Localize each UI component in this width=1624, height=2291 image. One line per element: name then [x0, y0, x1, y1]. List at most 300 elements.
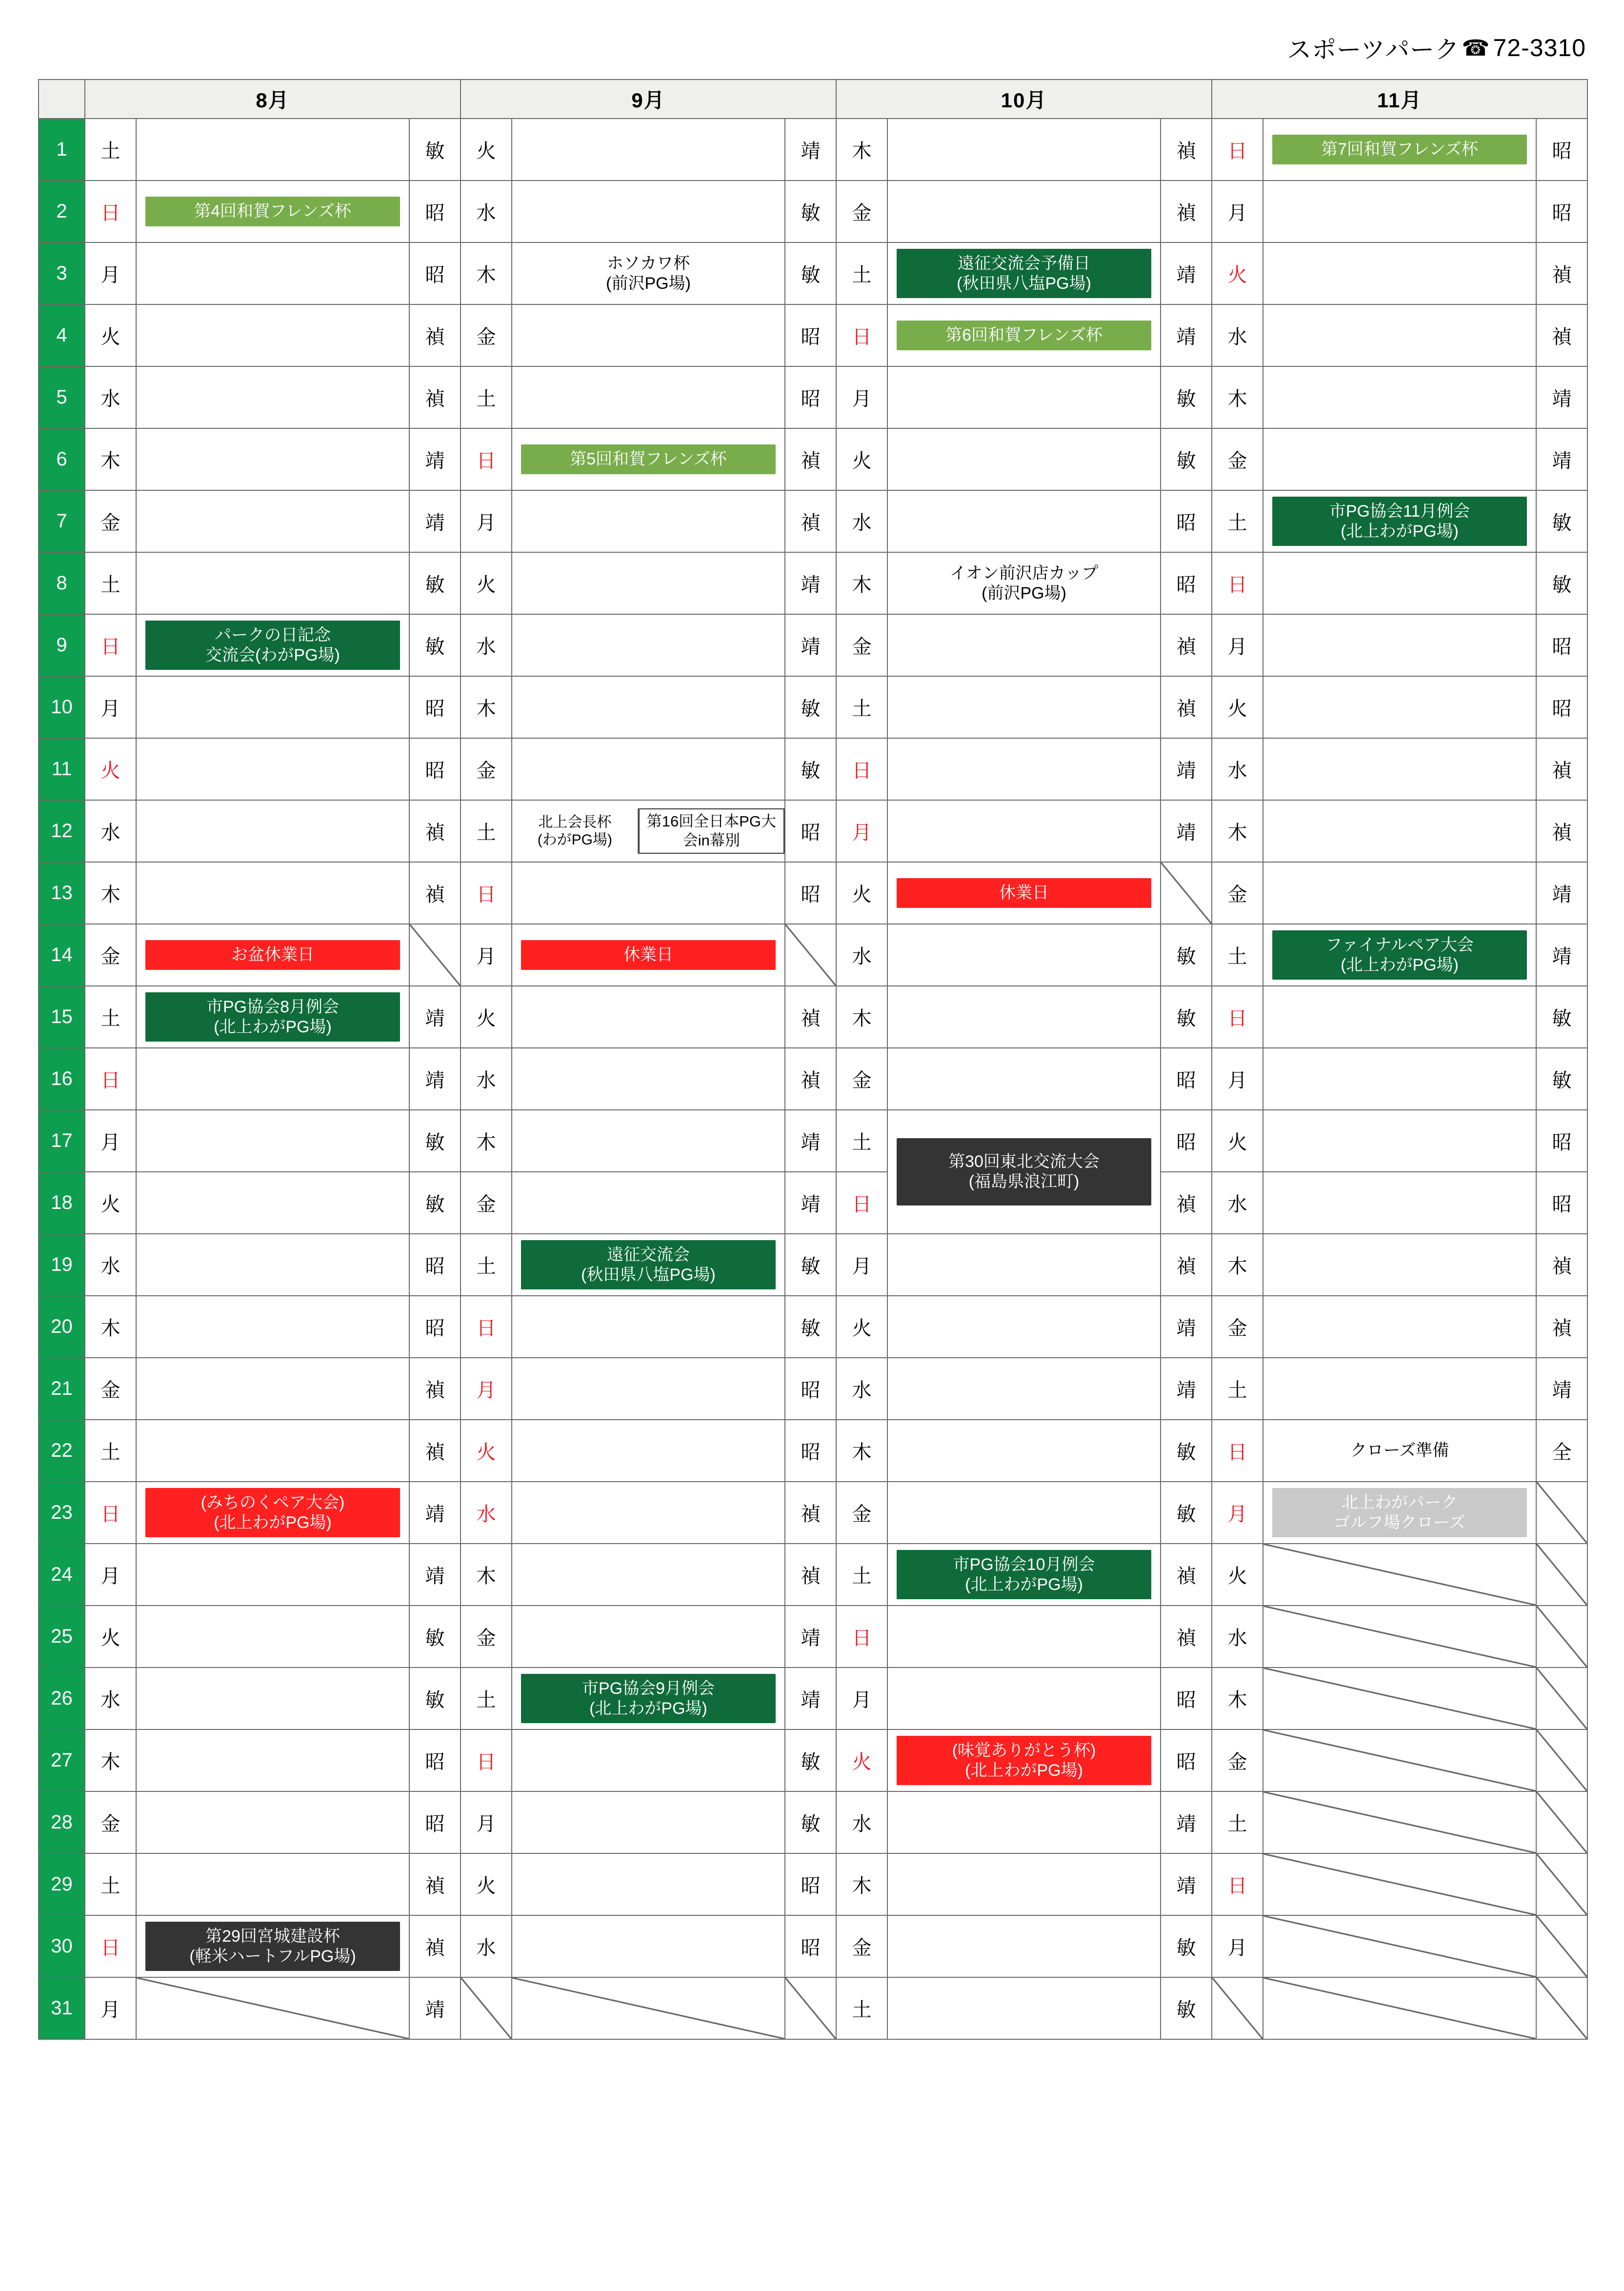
day-of-week-nov: 火 — [1212, 1544, 1263, 1606]
day-of-week-sep: 土 — [461, 800, 512, 862]
event-label — [1397, 1015, 1403, 1019]
event-cell-sep — [512, 1853, 785, 1915]
staff-initial-aug: 敏 — [409, 119, 461, 181]
day-of-week-nov: 木 — [1212, 366, 1263, 428]
staff-initial-sep: 禎 — [785, 1544, 836, 1606]
staff-initial-aug: 昭 — [409, 1729, 461, 1791]
event-cell-aug — [136, 1729, 409, 1791]
staff-initial-sep: 靖 — [785, 1172, 836, 1234]
event-label: ホソカワ杯 (前沢PG場) — [606, 254, 691, 293]
table-row — [39, 1791, 1587, 1853]
event-label — [270, 891, 276, 895]
event-cell-nov — [1263, 924, 1536, 986]
day-number: 5 — [39, 366, 85, 428]
event-cell-sep — [512, 800, 785, 862]
day-of-week-oct: 水 — [836, 1358, 887, 1420]
event-cell-aug — [136, 242, 409, 304]
staff-initial-nov: 靖 — [1536, 862, 1587, 924]
day-number: 14 — [39, 924, 85, 986]
day-of-week-sep: 火 — [461, 1853, 512, 1915]
day-of-week-nov: 金 — [1212, 862, 1263, 924]
staff-initial-nov: 昭 — [1536, 1110, 1587, 1172]
event-label — [270, 458, 276, 462]
day-number: 7 — [39, 490, 85, 552]
staff-initial-oct: 靖 — [1161, 800, 1212, 862]
staff-initial-nov: 靖 — [1536, 366, 1587, 428]
event-label — [270, 520, 276, 523]
day-of-week-nov: 月 — [1212, 1048, 1263, 1110]
day-number: 24 — [39, 1544, 85, 1606]
event-label — [1021, 396, 1027, 400]
staff-initial-nov — [1536, 1668, 1587, 1729]
day-of-week-oct: 土 — [836, 1110, 887, 1172]
event-label — [1021, 1263, 1027, 1267]
event-cell-nov — [1263, 1296, 1536, 1358]
staff-initial-aug: 敏 — [409, 1668, 461, 1729]
event-cell-oct — [887, 1420, 1161, 1482]
staff-initial-oct: 敏 — [1161, 1977, 1212, 2039]
event-cell-sep — [512, 1544, 785, 1606]
telephone-icon: ☎ — [1462, 35, 1490, 60]
staff-initial-nov: 禎 — [1536, 1234, 1587, 1296]
staff-initial-nov — [1536, 1482, 1587, 1544]
event-label: 第7回和賀フレンズ杯 — [1272, 135, 1526, 164]
event-cell-aug — [136, 181, 409, 242]
event-label — [270, 829, 276, 833]
staff-initial-aug: 昭 — [409, 1296, 461, 1358]
staff-initial-aug: 昭 — [409, 181, 461, 242]
event-label — [1397, 458, 1403, 462]
day-of-week-sep: 日 — [461, 428, 512, 490]
staff-initial-nov: 敏 — [1536, 552, 1587, 614]
day-of-week-sep: 金 — [461, 738, 512, 800]
event-label: 休業日 — [521, 940, 775, 970]
day-number: 20 — [39, 1296, 85, 1358]
table-row — [39, 1668, 1587, 1729]
event-label — [1397, 829, 1403, 833]
day-of-week-sep: 木 — [461, 1544, 512, 1606]
day-of-week-nov: 日 — [1212, 1853, 1263, 1915]
corner-cell — [39, 80, 85, 119]
day-of-week-aug: 月 — [85, 242, 136, 304]
day-of-week-sep: 金 — [461, 304, 512, 366]
event-cell-nov — [1263, 428, 1536, 490]
staff-initial-aug — [409, 924, 461, 986]
day-of-week-oct: 水 — [836, 490, 887, 552]
event-cell-aug — [136, 676, 409, 738]
event-cell-sep — [512, 119, 785, 181]
event-cell-nov — [1263, 614, 1536, 676]
event-cell-aug — [136, 119, 409, 181]
table-row — [39, 986, 1587, 1048]
event-cell-nov — [1263, 1853, 1536, 1915]
staff-initial-sep: 昭 — [785, 1358, 836, 1420]
day-number: 11 — [39, 738, 85, 800]
phone-number: 72-3310 — [1493, 34, 1586, 61]
event-label — [270, 1387, 276, 1391]
day-of-week-aug: 土 — [85, 986, 136, 1048]
day-of-week-aug: 水 — [85, 366, 136, 428]
day-of-week-sep: 金 — [461, 1172, 512, 1234]
day-of-week-sep: 水 — [461, 1915, 512, 1977]
staff-initial-sep: 昭 — [785, 800, 836, 862]
staff-initial-oct: 敏 — [1161, 986, 1212, 1048]
event-label — [645, 210, 651, 214]
table-row — [39, 242, 1587, 304]
schedule-body — [39, 119, 1587, 2039]
day-number: 29 — [39, 1853, 85, 1915]
day-of-week-sep: 土 — [461, 1234, 512, 1296]
day-of-week-nov: 土 — [1212, 1358, 1263, 1420]
event-cell-sep — [512, 1668, 785, 1729]
day-number: 3 — [39, 242, 85, 304]
staff-initial-sep — [785, 924, 836, 986]
event-cell-nov — [1263, 1791, 1536, 1853]
staff-initial-aug: 靖 — [409, 428, 461, 490]
day-of-week-sep: 月 — [461, 1791, 512, 1853]
staff-initial-nov: 昭 — [1536, 119, 1587, 181]
month-header-oct: 10月 — [836, 80, 1212, 119]
day-of-week-oct: 火 — [836, 1296, 887, 1358]
event-cell-oct — [887, 428, 1161, 490]
event-label — [1021, 1821, 1027, 1825]
day-of-week-aug: 木 — [85, 1729, 136, 1791]
event-cell-aug — [136, 614, 409, 676]
staff-initial-nov: 靖 — [1536, 1358, 1587, 1420]
table-row — [39, 304, 1587, 366]
staff-initial-aug: 靖 — [409, 1977, 461, 2039]
table-row — [39, 862, 1587, 924]
event-cell-aug — [136, 1048, 409, 1110]
event-cell-nov — [1263, 1544, 1536, 1606]
day-of-week-nov: 土 — [1212, 924, 1263, 986]
event-label — [1397, 334, 1403, 338]
day-of-week-nov: 火 — [1212, 242, 1263, 304]
event-cell-nov — [1263, 1606, 1536, 1668]
day-of-week-aug: 金 — [85, 490, 136, 552]
day-of-week-nov: 月 — [1212, 1915, 1263, 1977]
day-of-week-aug: 水 — [85, 1234, 136, 1296]
event-cell-sep — [512, 1048, 785, 1110]
event-label: 遠征交流会予備日 (秋田県八塩PG場) — [897, 249, 1151, 299]
event-label — [645, 334, 651, 338]
staff-initial-aug: 敏 — [409, 552, 461, 614]
event-cell-sep — [512, 1234, 785, 1296]
event-label — [645, 1883, 651, 1887]
day-number: 19 — [39, 1234, 85, 1296]
table-row — [39, 1296, 1587, 1358]
day-number: 2 — [39, 181, 85, 242]
day-number: 18 — [39, 1172, 85, 1234]
staff-initial-nov — [1536, 1729, 1587, 1791]
event-cell-sep — [512, 242, 785, 304]
day-of-week-nov: 月 — [1212, 614, 1263, 676]
staff-initial-aug: 敏 — [409, 614, 461, 676]
day-number: 27 — [39, 1729, 85, 1791]
event-label — [1397, 1201, 1403, 1205]
staff-initial-aug: 禎 — [409, 862, 461, 924]
table-row — [39, 119, 1587, 181]
event-cell-sep — [512, 1977, 785, 2039]
day-of-week-sep: 日 — [461, 862, 512, 924]
event-label — [645, 396, 651, 400]
staff-initial-oct: 昭 — [1161, 1048, 1212, 1110]
day-of-week-oct: 火 — [836, 428, 887, 490]
staff-initial-aug: 禎 — [409, 800, 461, 862]
day-of-week-oct: 木 — [836, 552, 887, 614]
staff-initial-sep: 禎 — [785, 428, 836, 490]
staff-initial-aug: 昭 — [409, 738, 461, 800]
staff-initial-sep: 敏 — [785, 1791, 836, 1853]
staff-initial-oct: 禎 — [1161, 1234, 1212, 1296]
day-of-week-nov: 水 — [1212, 1172, 1263, 1234]
event-label: 市PG協会11月例会 (北上わがPG場) — [1272, 497, 1526, 546]
event-label — [645, 891, 651, 895]
staff-initial-oct: 禎 — [1161, 119, 1212, 181]
event-label — [270, 705, 276, 709]
day-of-week-sep: 日 — [461, 1296, 512, 1358]
event-cell-aug — [136, 1606, 409, 1668]
day-number: 26 — [39, 1668, 85, 1729]
event-cell-aug — [136, 1853, 409, 1915]
event-label: 北上わがパーク ゴルフ場クローズ — [1272, 1488, 1526, 1538]
staff-initial-nov: 昭 — [1536, 181, 1587, 242]
event-label: (みちのくペア大会) (北上わがPG場) — [145, 1488, 400, 1538]
month-header-nov: 11月 — [1212, 80, 1587, 119]
staff-initial-sep: 靖 — [785, 1606, 836, 1668]
day-of-week-nov: 月 — [1212, 1482, 1263, 1544]
event-label — [1397, 396, 1403, 400]
table-row — [39, 181, 1587, 242]
event-label — [270, 1263, 276, 1267]
day-of-week-oct: 月 — [836, 1668, 887, 1729]
day-number: 28 — [39, 1791, 85, 1853]
event-label — [1397, 1139, 1403, 1143]
staff-initial-nov: 禎 — [1536, 304, 1587, 366]
staff-initial-sep: 敏 — [785, 242, 836, 304]
event-label: (味覚ありがとう杯) (北上わがPG場) — [897, 1736, 1151, 1786]
day-number: 15 — [39, 986, 85, 1048]
day-of-week-oct: 水 — [836, 924, 887, 986]
day-of-week-aug: 月 — [85, 1977, 136, 2039]
staff-initial-sep: 昭 — [785, 1420, 836, 1482]
staff-initial-oct: 敏 — [1161, 428, 1212, 490]
day-of-week-aug: 火 — [85, 1172, 136, 1234]
staff-initial-aug: 禎 — [409, 1358, 461, 1420]
day-number: 9 — [39, 614, 85, 676]
event-cell-nov — [1263, 1668, 1536, 1729]
day-number: 8 — [39, 552, 85, 614]
day-of-week-sep: 火 — [461, 1420, 512, 1482]
day-of-week-aug: 火 — [85, 738, 136, 800]
event-label: パークの日記念 交流会(わがPG場) — [145, 621, 400, 670]
day-number: 25 — [39, 1606, 85, 1668]
event-cell-sep — [512, 738, 785, 800]
day-of-week-aug: 火 — [85, 304, 136, 366]
event-cell-nov — [1263, 738, 1536, 800]
day-of-week-aug: 日 — [85, 1048, 136, 1110]
staff-initial-oct: 靖 — [1161, 304, 1212, 366]
staff-initial-oct: 敏 — [1161, 1915, 1212, 1977]
day-number: 4 — [39, 304, 85, 366]
event-cell-aug — [136, 1544, 409, 1606]
staff-initial-sep: 靖 — [785, 1110, 836, 1172]
table-row — [39, 1977, 1587, 2039]
staff-initial-sep: 昭 — [785, 1853, 836, 1915]
month-header-row — [39, 80, 1587, 119]
staff-initial-nov: 禎 — [1536, 1296, 1587, 1358]
event-cell-aug — [136, 738, 409, 800]
day-of-week-nov: 水 — [1212, 304, 1263, 366]
staff-initial-nov: 禎 — [1536, 800, 1587, 862]
day-of-week-aug: 木 — [85, 862, 136, 924]
event-label — [645, 520, 651, 523]
day-of-week-oct: 木 — [836, 1420, 887, 1482]
event-cell-oct — [887, 1544, 1161, 1606]
table-row — [39, 1606, 1587, 1668]
event-label — [1397, 210, 1403, 214]
staff-initial-nov: 靖 — [1536, 924, 1587, 986]
event-cell-aug — [136, 986, 409, 1048]
event-cell-aug — [136, 1234, 409, 1296]
staff-initial-oct: 禎 — [1161, 181, 1212, 242]
event-cell-oct — [887, 676, 1161, 738]
staff-initial-oct: 敏 — [1161, 1482, 1212, 1544]
event-label — [270, 396, 276, 400]
month-header-sep: 9月 — [461, 80, 836, 119]
day-number: 22 — [39, 1420, 85, 1482]
event-cell-nov — [1263, 800, 1536, 862]
day-of-week-oct: 木 — [836, 119, 887, 181]
table-row — [39, 1110, 1587, 1172]
staff-initial-aug: 禎 — [409, 1853, 461, 1915]
event-label — [270, 1139, 276, 1143]
staff-initial-nov: 敏 — [1536, 490, 1587, 552]
day-number: 1 — [39, 119, 85, 181]
event-cell-nov — [1263, 119, 1536, 181]
staff-initial-aug: 昭 — [409, 242, 461, 304]
event-cell-sep — [512, 1358, 785, 1420]
staff-initial-aug: 靖 — [409, 490, 461, 552]
day-of-week-nov: 土 — [1212, 490, 1263, 552]
staff-initial-aug: 昭 — [409, 1791, 461, 1853]
event-cell-aug — [136, 1420, 409, 1482]
day-of-week-aug: 木 — [85, 428, 136, 490]
event-label — [645, 1201, 651, 1205]
event-cell-aug — [136, 1358, 409, 1420]
day-of-week-sep: 水 — [461, 614, 512, 676]
day-of-week-sep: 水 — [461, 1482, 512, 1544]
staff-initial-nov: 靖 — [1536, 428, 1587, 490]
day-number: 23 — [39, 1482, 85, 1544]
staff-initial-aug: 禎 — [409, 1420, 461, 1482]
event-label — [270, 1759, 276, 1763]
event-cell-oct — [887, 862, 1161, 924]
schedule-table — [38, 79, 1588, 2040]
event-label: 遠征交流会 (秋田県八塩PG場) — [521, 1240, 775, 1290]
event-cell-nov — [1263, 1729, 1536, 1791]
staff-initial-aug: 禎 — [409, 304, 461, 366]
day-of-week-nov — [1212, 1977, 1263, 2039]
event-label — [1397, 705, 1403, 709]
staff-initial-nov: 昭 — [1536, 1172, 1587, 1234]
event-cell-sep — [512, 924, 785, 986]
staff-initial-nov: 禎 — [1536, 242, 1587, 304]
event-cell-sep — [512, 1606, 785, 1668]
event-label — [1021, 953, 1027, 957]
event-cell-aug — [136, 1296, 409, 1358]
event-label — [645, 148, 651, 152]
day-of-week-aug: 木 — [85, 1296, 136, 1358]
staff-initial-aug: 敏 — [409, 1606, 461, 1668]
event-label — [1021, 520, 1027, 523]
day-of-week-aug: 日 — [85, 614, 136, 676]
day-number: 10 — [39, 676, 85, 738]
day-of-week-oct: 月 — [836, 1234, 887, 1296]
event-label — [645, 643, 651, 647]
staff-initial-sep — [785, 1977, 836, 2039]
event-label — [270, 148, 276, 152]
event-cell-nov — [1263, 1420, 1536, 1482]
event-label — [1021, 1077, 1027, 1081]
staff-initial-oct: 禎 — [1161, 1544, 1212, 1606]
table-row — [39, 924, 1587, 986]
staff-initial-sep: 敏 — [785, 1296, 836, 1358]
event-label — [1397, 891, 1403, 895]
event-label: 休業日 — [897, 878, 1151, 908]
event-cell-nov — [1263, 490, 1536, 552]
event-cell-oct — [887, 366, 1161, 428]
day-of-week-sep: 月 — [461, 1358, 512, 1420]
table-row — [39, 614, 1587, 676]
event-label — [1021, 2007, 1027, 2010]
day-number: 6 — [39, 428, 85, 490]
staff-initial-oct: 禎 — [1161, 676, 1212, 738]
event-label — [645, 1449, 651, 1453]
day-of-week-aug: 土 — [85, 1420, 136, 1482]
event-label — [645, 1015, 651, 1019]
staff-initial-aug: 禎 — [409, 1915, 461, 1977]
day-of-week-nov: 金 — [1212, 1296, 1263, 1358]
day-of-week-nov: 火 — [1212, 1110, 1263, 1172]
event-label — [270, 334, 276, 338]
day-of-week-nov: 木 — [1212, 1234, 1263, 1296]
day-of-week-oct: 金 — [836, 1915, 887, 1977]
event-label: 第29回宮城建設杯 (軽米ハートフルPG場) — [145, 1922, 400, 1971]
event-label — [270, 1449, 276, 1453]
event-cell-oct — [887, 1729, 1161, 1791]
table-row — [39, 1420, 1587, 1482]
event-label — [270, 1201, 276, 1205]
day-of-week-aug: 日 — [85, 181, 136, 242]
event-label: イオン前沢店カップ (前沢PG場) — [949, 564, 1099, 603]
event-label — [645, 1139, 651, 1143]
event-cell-oct — [887, 1606, 1161, 1668]
day-of-week-aug: 金 — [85, 1791, 136, 1853]
day-of-week-oct: 日 — [836, 1172, 887, 1234]
event-cell-aug — [136, 1668, 409, 1729]
event-cell-sep — [512, 428, 785, 490]
event-label — [645, 1945, 651, 1949]
staff-initial-sep: 敏 — [785, 1729, 836, 1791]
event-cell-sep — [512, 1482, 785, 1544]
day-of-week-oct: 月 — [836, 366, 887, 428]
day-of-week-oct: 金 — [836, 181, 887, 242]
event-cell-oct — [887, 1110, 1161, 1234]
event-cell-oct — [887, 304, 1161, 366]
day-of-week-aug: 水 — [85, 800, 136, 862]
day-of-week-nov: 月 — [1212, 181, 1263, 242]
